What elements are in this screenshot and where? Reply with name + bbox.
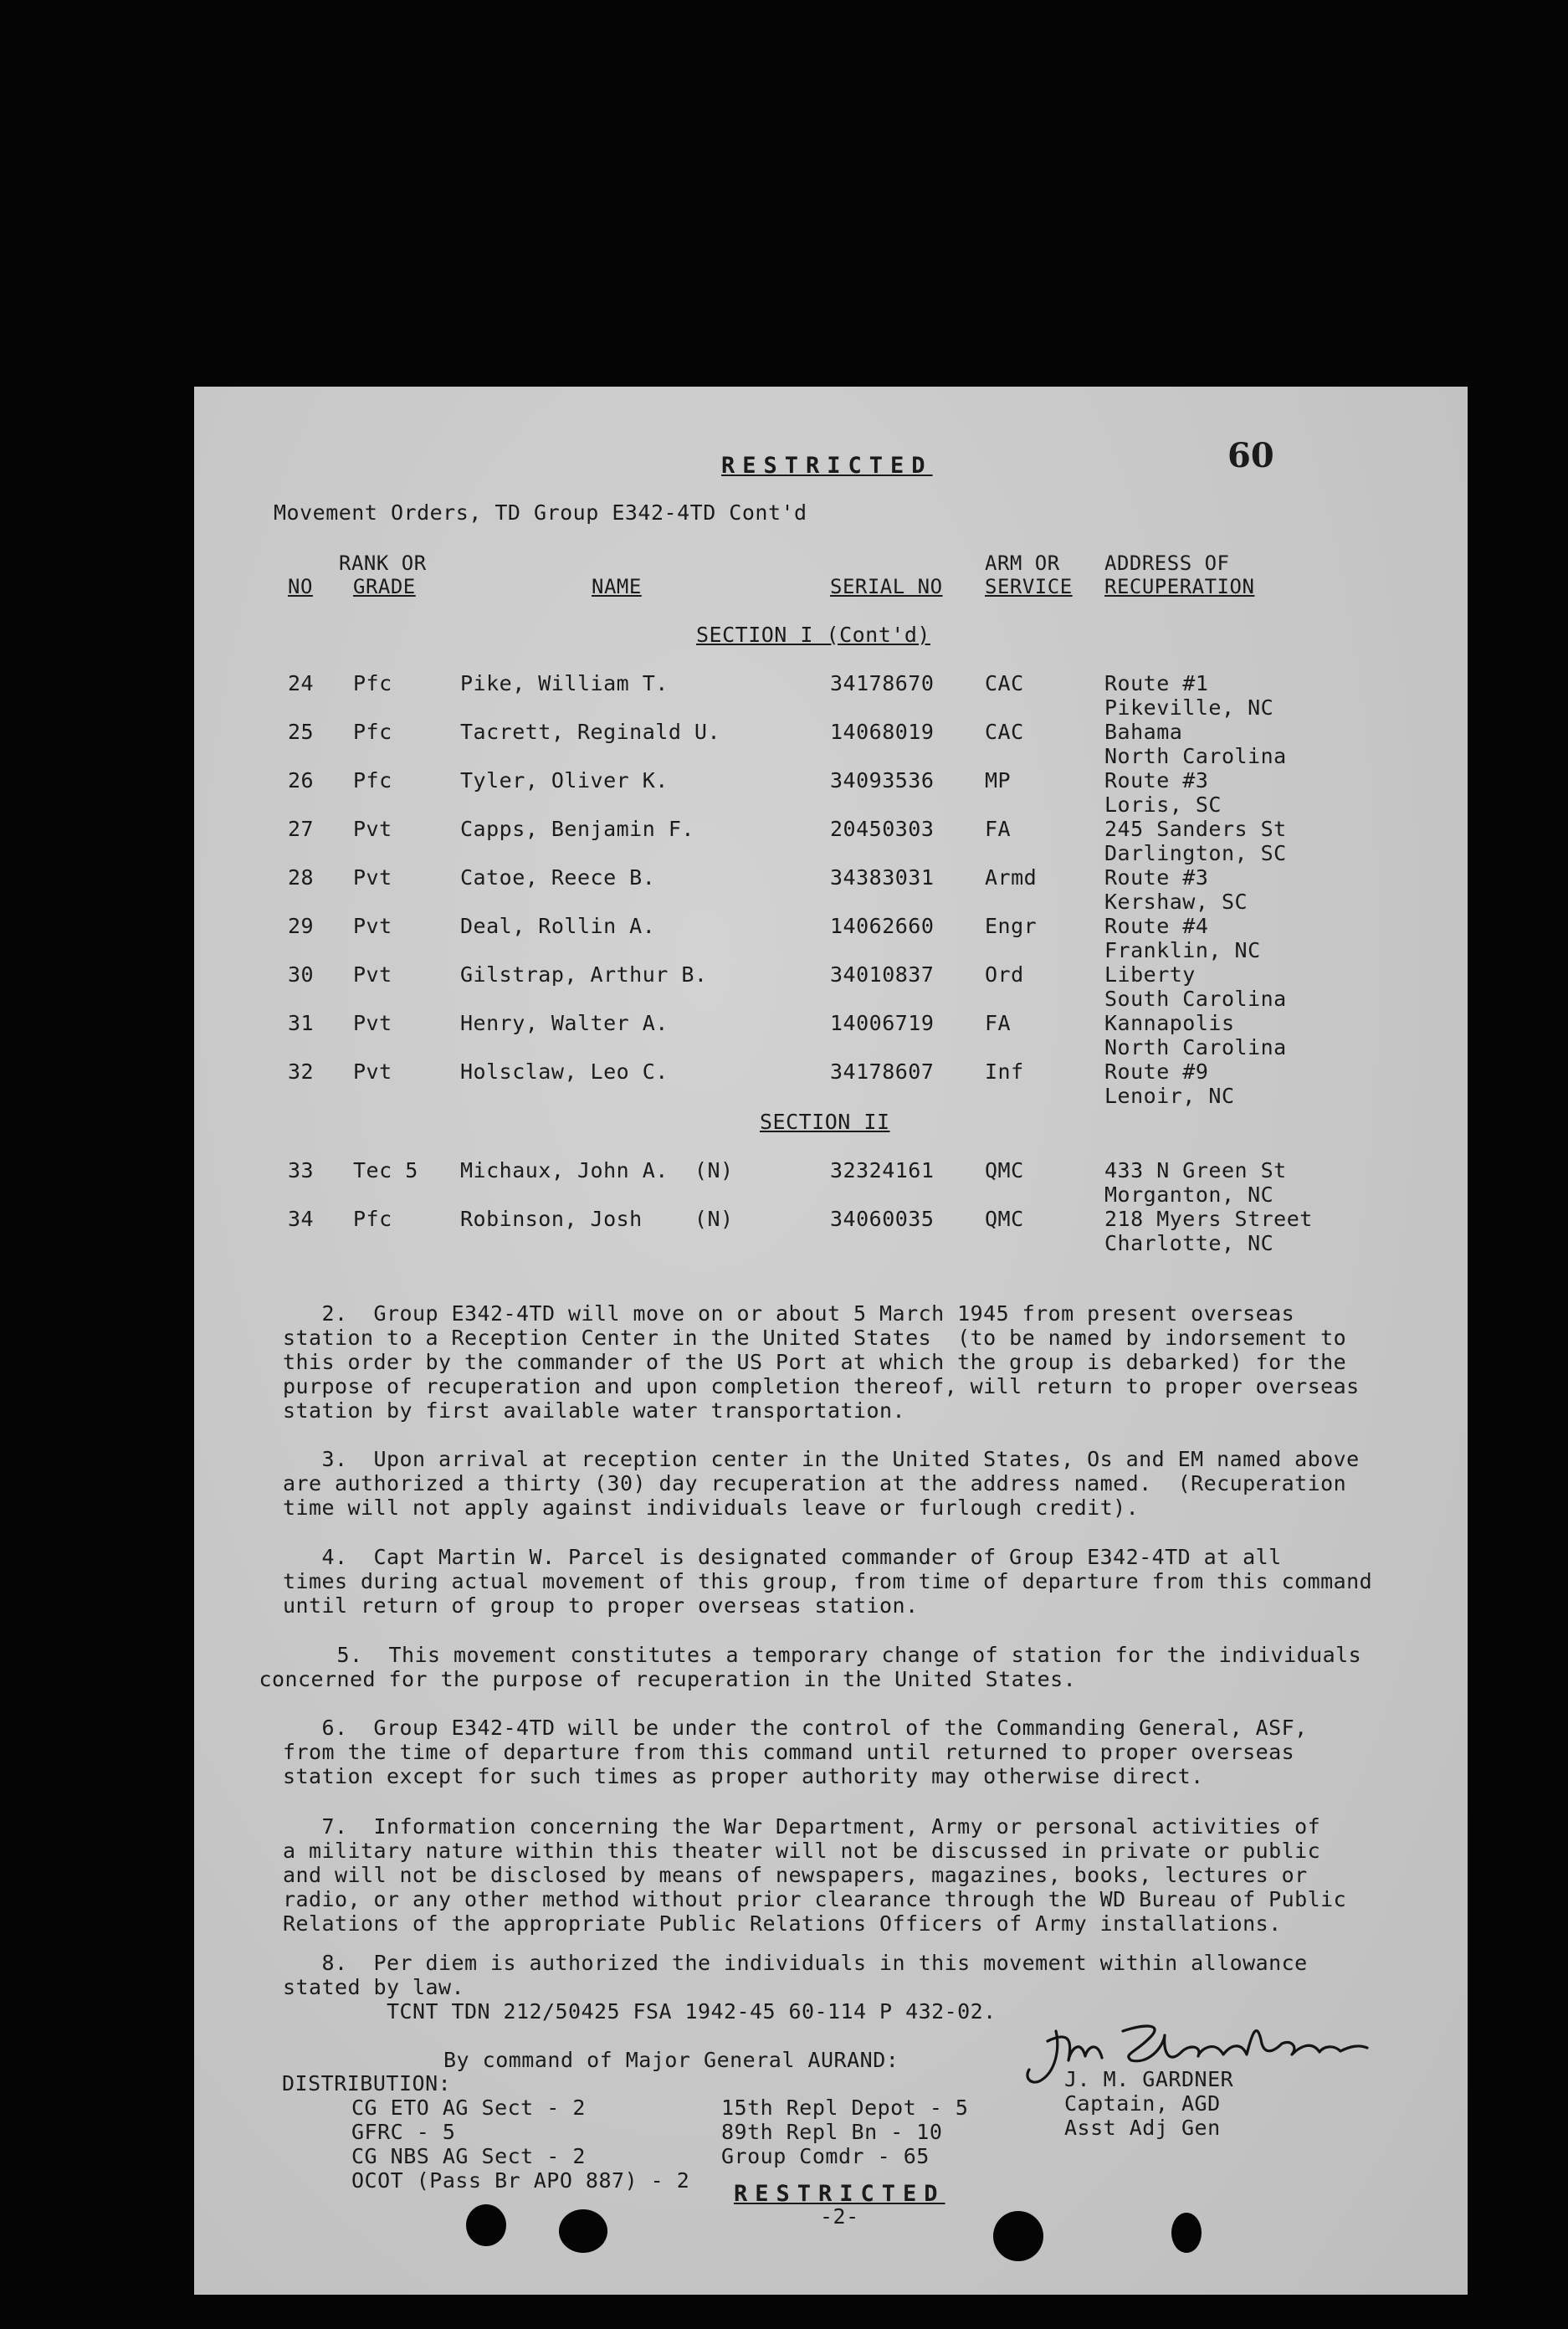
cell-name: Deal, Rollin A. xyxy=(460,914,656,938)
cell-rank: Pfc xyxy=(353,768,392,793)
cell-addr1: Route #3 xyxy=(1104,865,1209,890)
cell-addr1: Route #3 xyxy=(1104,768,1209,793)
paragraph-4: 4. Capt Martin W. Parcel is designated commander of Group E342-4TD at all times during actual movement of this group, from time of departure from this command until return of group to proper overseas station. xyxy=(283,1545,1373,1618)
punch-hole xyxy=(559,2209,607,2253)
cell-no: 25 xyxy=(288,720,315,744)
cell-name: Catoe, Reece B. xyxy=(460,865,656,890)
distribution-item: 89th Repl Bn - 10 xyxy=(721,2120,943,2144)
cell-no: 27 xyxy=(288,817,315,841)
cell-serial: 34093536 xyxy=(830,768,935,793)
cell-addr1: Bahama xyxy=(1104,720,1183,744)
paragraph-5: 5. This movement constitutes a temporary change of station for the individuals concerned for the purpose of recuperation in the United States. xyxy=(259,1643,1362,1691)
cell-addr1: Route #9 xyxy=(1104,1059,1209,1084)
cell-serial: 32324161 xyxy=(830,1158,935,1182)
cell-arm: MP xyxy=(985,768,1012,793)
cell-serial: 34383031 xyxy=(830,865,935,890)
command-line: By command of Major General AURAND: xyxy=(443,2048,899,2072)
col-rank: GRADE xyxy=(353,575,416,598)
cell-name: Capps, Benjamin F. xyxy=(460,817,694,841)
cell-name: Pike, William T. xyxy=(460,671,669,695)
restricted-header: RESTRICTED xyxy=(721,453,933,479)
cell-addr2: Loris, SC xyxy=(1104,793,1222,817)
cell-no: 33 xyxy=(288,1158,315,1182)
cell-addr2: Morganton, NC xyxy=(1104,1182,1274,1207)
cell-arm: CAC xyxy=(985,720,1024,744)
cell-rank: Pvt xyxy=(353,865,392,890)
cell-arm: Ord xyxy=(985,962,1024,987)
cell-rank: Pvt xyxy=(353,962,392,987)
cell-no: 29 xyxy=(288,914,315,938)
paragraph-6: 6. Group E342-4TD will be under the control of the Commanding General, ASF, from the time of departure from this command until returned to proper overseas station except for such times as proper authority may otherwise direct. xyxy=(283,1716,1308,1788)
paragraph-8: 8. Per diem is authorized the individuals in this movement within allowance stated by law. TCNT TDN 212/50425 FSA 1942-45 60-114 P 432-02. xyxy=(283,1951,1308,2024)
cell-addr2: South Carolina xyxy=(1104,987,1287,1011)
page-number: 60 xyxy=(1227,436,1274,475)
col-no: NO xyxy=(288,575,313,598)
cell-serial: 14062660 xyxy=(830,914,935,938)
signatory-office: Asst Adj Gen xyxy=(1064,2116,1221,2140)
cell-rank: Pfc xyxy=(353,720,392,744)
restricted-footer: RESTRICTED xyxy=(734,2181,945,2207)
cell-addr2: Kershaw, SC xyxy=(1104,890,1248,914)
cell-serial: 34178670 xyxy=(830,671,935,695)
paragraph-2: 2. Group E342-4TD will move on or about 5 March 1945 from present overseas station to a Reception Center in the United States (to be named by indorsement to this order by the commander of the US Port at which the group is debarked) for the purpose of recuperation and upon completion thereof, will return to proper overseas station by first available water transportation. xyxy=(283,1301,1360,1423)
cell-rank: Pvt xyxy=(353,1011,392,1035)
cell-no: 24 xyxy=(288,671,315,695)
cell-no: 32 xyxy=(288,1059,315,1084)
page-mark: -2- xyxy=(820,2204,859,2229)
cell-rank: Tec 5 xyxy=(353,1158,418,1182)
cell-rank: Pvt xyxy=(353,914,392,938)
cell-no: 34 xyxy=(288,1207,315,1231)
cell-arm: CAC xyxy=(985,671,1024,695)
cell-no: 30 xyxy=(288,962,315,987)
cell-serial: 14006719 xyxy=(830,1011,935,1035)
signatory-name: J. M. GARDNER xyxy=(1064,2067,1234,2091)
punch-hole xyxy=(466,2204,506,2246)
cell-name: Tacrett, Reginald U. xyxy=(460,720,721,744)
distribution-item: CG ETO AG Sect - 2 xyxy=(351,2096,586,2120)
cell-rank: Pfc xyxy=(353,671,392,695)
col-address: RECUPERATION xyxy=(1104,575,1255,598)
cell-serial: 34010837 xyxy=(830,962,935,987)
cell-addr1: Route #4 xyxy=(1104,914,1209,938)
section-heading: SECTION I (Cont'd) xyxy=(696,623,930,647)
cell-no: 28 xyxy=(288,865,315,890)
cell-arm: Armd xyxy=(985,865,1038,890)
cell-rank: Pfc xyxy=(353,1207,392,1231)
cell-name: Holsclaw, Leo C. xyxy=(460,1059,669,1084)
cell-rank: Pvt xyxy=(353,817,392,841)
cell-arm: Inf xyxy=(985,1059,1024,1084)
cell-serial: 34060035 xyxy=(830,1207,935,1231)
section-heading: SECTION II xyxy=(760,1110,890,1134)
col-arm-top: ARM OR xyxy=(985,551,1060,575)
cell-serial: 34178607 xyxy=(830,1059,935,1084)
cell-addr1: Route #1 xyxy=(1104,671,1209,695)
cell-addr2: Franklin, NC xyxy=(1104,938,1261,962)
cell-arm: FA xyxy=(985,1011,1012,1035)
punch-hole xyxy=(993,2211,1043,2261)
cell-name: Michaux, John A. (N) xyxy=(460,1158,734,1182)
col-serial: SERIAL NO xyxy=(830,575,943,598)
distribution-label: DISTRIBUTION: xyxy=(282,2071,452,2096)
cell-name: Henry, Walter A. xyxy=(460,1011,669,1035)
col-rank-top: RANK OR xyxy=(339,551,427,575)
cell-name: Robinson, Josh (N) xyxy=(460,1207,734,1231)
cell-addr2: Lenoir, NC xyxy=(1104,1084,1235,1108)
cell-no: 26 xyxy=(288,768,315,793)
cell-rank: Pvt xyxy=(353,1059,392,1084)
cell-name: Tyler, Oliver K. xyxy=(460,768,669,793)
distribution-item: OCOT (Pass Br APO 887) - 2 xyxy=(351,2168,690,2193)
cell-addr1: 245 Sanders St xyxy=(1104,817,1287,841)
cell-addr1: Kannapolis xyxy=(1104,1011,1235,1035)
cell-arm: Engr xyxy=(985,914,1038,938)
signatory-title: Captain, AGD xyxy=(1064,2091,1221,2116)
distribution-item: 15th Repl Depot - 5 xyxy=(721,2096,969,2120)
cell-arm: QMC xyxy=(985,1207,1024,1231)
cell-addr2: North Carolina xyxy=(1104,1035,1287,1059)
cell-arm: QMC xyxy=(985,1158,1024,1182)
paragraph-3: 3. Upon arrival at reception center in the United States, Os and EM named above are authorized a thirty (30) day recuperation at the address named. (Recuperation time will not apply against individuals leave or furlough credit). xyxy=(283,1447,1360,1520)
col-address-top: ADDRESS OF xyxy=(1104,551,1230,575)
cell-serial: 20450303 xyxy=(830,817,935,841)
distribution-item: CG NBS AG Sect - 2 xyxy=(351,2144,586,2168)
cell-name: Gilstrap, Arthur B. xyxy=(460,962,708,987)
cell-addr1: 433 N Green St xyxy=(1104,1158,1287,1182)
cell-addr2: North Carolina xyxy=(1104,744,1287,768)
cell-serial: 14068019 xyxy=(830,720,935,744)
distribution-item: Group Comdr - 65 xyxy=(721,2144,930,2168)
distribution-item: GFRC - 5 xyxy=(351,2120,456,2144)
cell-addr1: Liberty xyxy=(1104,962,1196,987)
paragraph-7: 7. Information concerning the War Department, Army or personal activities of a military nature within this theater will not be discussed in private or public and will not be disclosed by means of newspapers, magazines, books, lectures or radio, or any other method without prior clearance through the WD Bureau of Public Relations of the appropriate Public Relations Officers of Army installations. xyxy=(283,1814,1347,1936)
cell-addr2: Charlotte, NC xyxy=(1104,1231,1274,1255)
document-page xyxy=(194,387,1468,2295)
cell-arm: FA xyxy=(985,817,1012,841)
cell-addr1: 218 Myers Street xyxy=(1104,1207,1313,1231)
punch-hole xyxy=(1171,2213,1202,2253)
cell-no: 31 xyxy=(288,1011,315,1035)
cell-addr2: Darlington, SC xyxy=(1104,841,1287,865)
document-subject: Movement Orders, TD Group E342-4TD Cont'd xyxy=(274,500,807,525)
cell-addr2: Pikeville, NC xyxy=(1104,695,1274,720)
col-arm: SERVICE xyxy=(985,575,1073,598)
col-name: NAME xyxy=(592,575,642,598)
